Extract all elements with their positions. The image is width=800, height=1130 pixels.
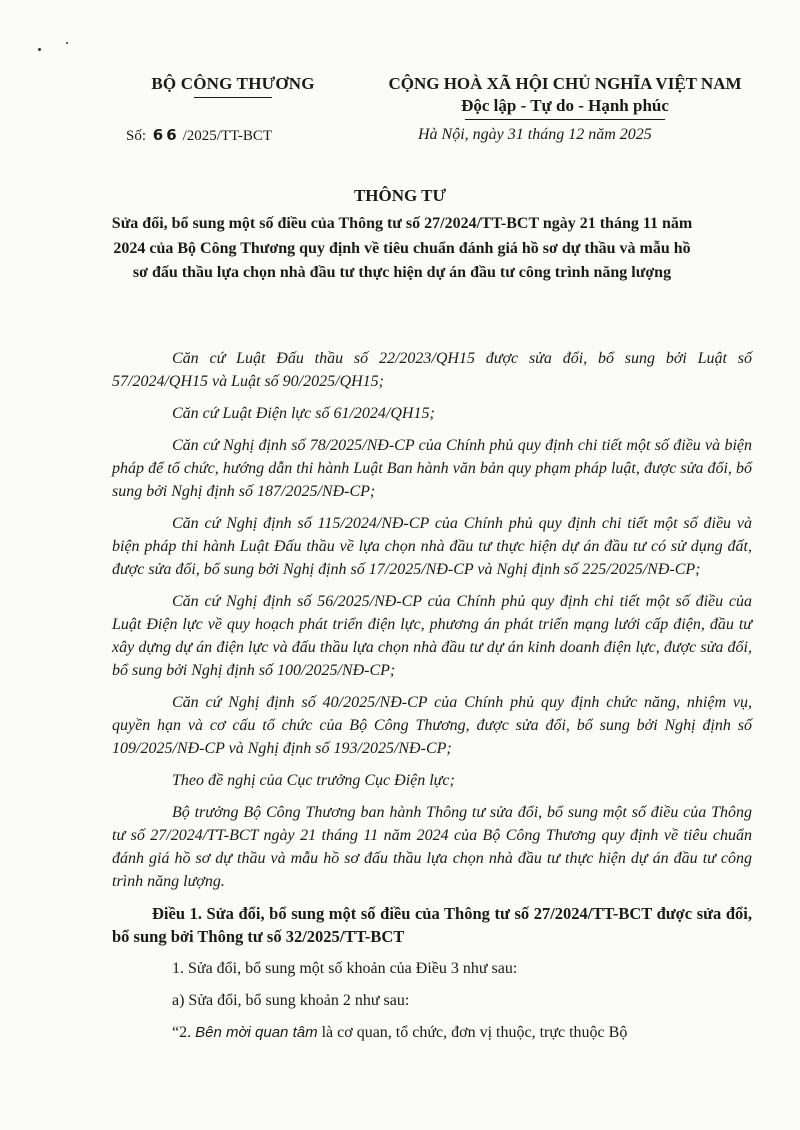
document-subject: Sửa đổi, bổ sung một số điều của Thông tư số 27/2024/TT-BCT ngày 21 tháng 11 năm 2024 của Bộ Công Thương quy định về tiêu chuẩn đánh giá hồ sơ dự thầu và mẫu hồ sơ đấu thầu lựa chọn nhà đầu tư thực hiện dự án đầu tư công trình năng lượng [111,215,693,281]
scan-speck [38,48,41,51]
quote-rest: là cơ quan, tổ chức, đơn vị thuộc, trực thuộc Bộ [321,1024,628,1041]
article-1-title: Điều 1. Sửa đổi, bổ sung một số điều của Thông tư số 27/2024/TT-BCT được sửa đổi, bổ sung bởi Thông tư số 32/2025/TT-BCT [112,904,752,946]
ministry-name: BỘ CÔNG THƯƠNG [151,74,315,93]
quoted-clause-2 [112,1021,752,1044]
issuance-paragraph: Bộ trưởng Bộ Công Thương ban hành Thông tư sửa đổi, bổ sung một số điều của Thông tư số 27/2024/TT-BCT ngày 21 tháng 11 năm 2024 của Bộ Công Thương quy định về tiêu chuẩn đánh giá hồ sơ dự thầu và mẫu hồ sơ đấu thầu lựa chọn nhà đầu tư thực hiện dự án đầu tư công trình năng lượng. [112,804,752,890]
nation-name: CỘNG HOÀ XÃ HỘI CHỦ NGHĨA VIỆT NAM [388,74,742,93]
national-title-block [370,74,760,120]
legal-basis-paragraph: Căn cứ Nghị định số 56/2025/NĐ-CP của Chính phủ quy định chi tiết một số điều của Luật Điện lực về quy hoạch phát triển điện lực, phương án phát triển mạng lưới cấp điện, đầu tư xây dựng dự án điện lực và đấu thầu lựa chọn nhà đầu tư dự án kinh doanh điện lực, được sửa đổi, bổ sung bởi Nghị định số 100/2025/NĐ-CP; [112,593,752,679]
doc-number-prefix: Số: [126,128,147,144]
place-and-date: Hà Nội, ngày 31 tháng 12 năm 2025 [418,126,652,143]
national-motto: Độc lập - Tự do - Hạnh phúc [461,96,669,115]
clause-1a: a) Sửa đổi, bổ sung khoản 2 như sau: [172,992,410,1009]
document-number [126,126,272,145]
clause-1: 1. Sửa đổi, bổ sung một số khoản của Điều 3 như sau: [172,960,518,977]
legal-basis-paragraph: Căn cứ Nghị định số 40/2025/NĐ-CP của Chính phủ quy định chức năng, nhiệm vụ, quyền hạn và cơ cấu tổ chức của Bộ Công Thương, được sửa đổi, bổ sung bởi Nghị định số 109/2025/NĐ-CP và Nghị định số 193/2025/NĐ-CP; [112,694,752,757]
quote-defined-term: Bên mời quan tâm [195,1024,318,1041]
doc-number-suffix: /2025/TT-BCT [182,128,273,144]
legal-basis-paragraph: Căn cứ Nghị định số 78/2025/NĐ-CP của Chính phủ quy định chi tiết một số điều và biện pháp để tổ chức, hướng dẫn thi hành Luật Ban hành văn bản quy phạm pháp luật, được sửa đổi, bổ sung bởi Nghị định số 187/2025/NĐ-CP; [112,437,752,500]
motto-underline [465,119,665,120]
issuing-authority-block [118,74,348,98]
document-body [112,347,752,1053]
legal-basis-paragraph: Căn cứ Luật Đấu thầu số 22/2023/QH15 được sửa đổi, bổ sung bởi Luật số 57/2024/QH15 và Luật số 90/2025/QH15; [112,350,752,390]
scan-speck [66,42,68,44]
doc-number-handwritten: 66 [152,126,180,144]
proposal-paragraph: Theo đề nghị của Cục trưởng Cục Điện lực; [172,772,455,789]
document-type: THÔNG TƯ [353,186,447,205]
legal-basis-paragraph: Căn cứ Luật Điện lực số 61/2024/QH15; [172,405,435,422]
ministry-underline [194,97,272,98]
quote-start: “2. [172,1024,192,1041]
legal-basis-paragraph: Căn cứ Nghị định số 115/2024/NĐ-CP của Chính phủ quy định chi tiết một số điều và biện pháp thi hành Luật Đấu thầu về lựa chọn nhà đầu tư thực hiện dự án đầu tư có sử dụng đất, được sửa đổi, bổ sung bởi Nghị định số 17/2025/NĐ-CP và Nghị định số 225/2025/NĐ-CP; [112,515,752,578]
